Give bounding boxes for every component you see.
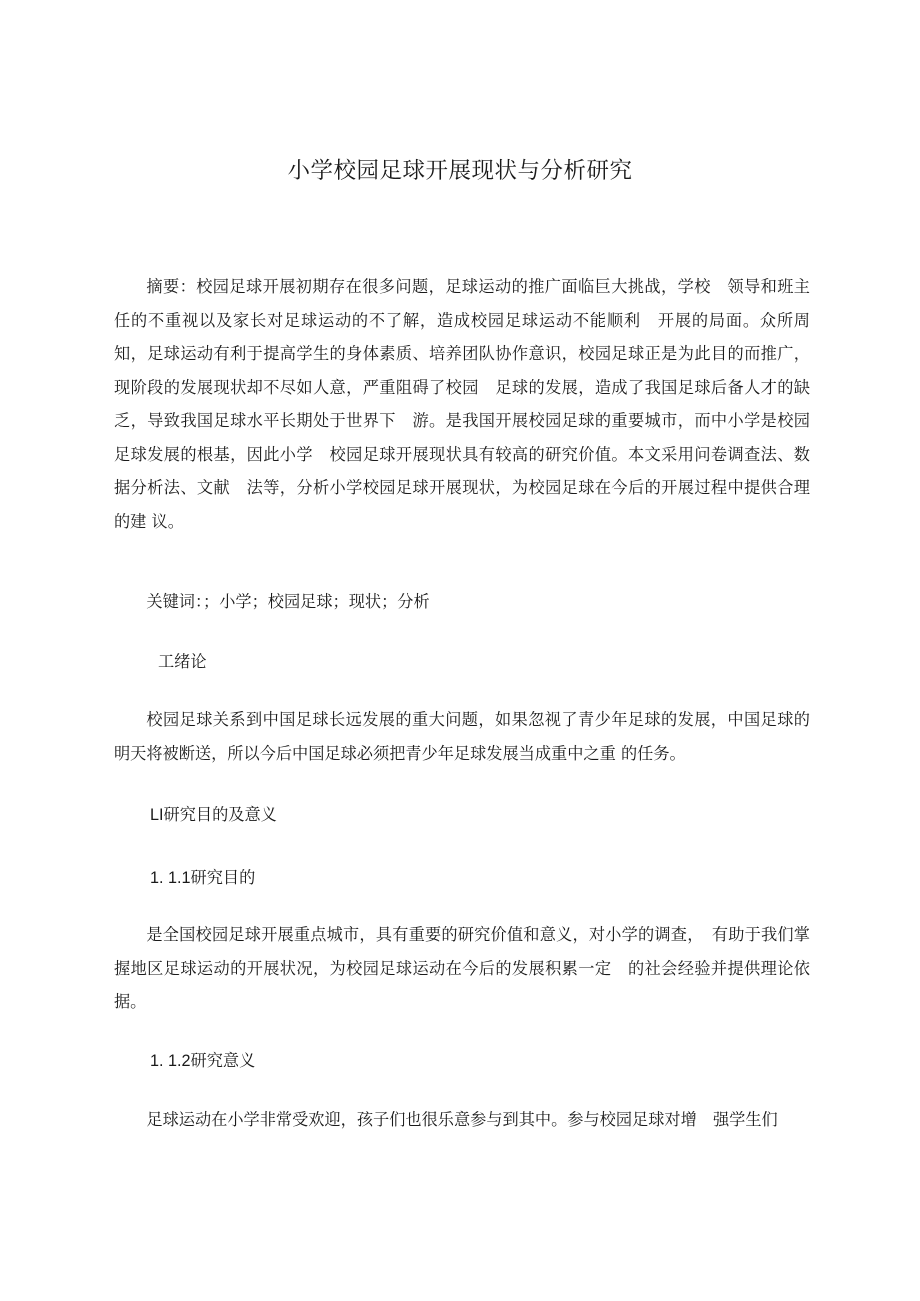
- section-1-1-2-number: 1. 1.2: [150, 1052, 191, 1070]
- section-1-1-1-heading: [150, 866, 255, 890]
- section-1-heading: 工绪论: [158, 652, 207, 671]
- document-title: 小学校园足球开展现状与分析研究: [287, 158, 633, 184]
- section-1-1-2-title: 研究意义: [190, 1051, 256, 1070]
- section-1-paragraph: 校园足球关系到中国足球长远发展的重大问题，如果忽视了青少年足球的发展，中国足球的明天将被断送，所以今后中国足球必须把青少年足球发展当成重中之重 的任务。: [114, 710, 810, 763]
- section-1-1-2-heading: [150, 1049, 255, 1073]
- section-1-1-heading: [150, 803, 277, 827]
- abstract-paragraph: 摘要：校园足球开展初期存在很多问题，足球运动的推广面临巨大挑战，学校 领导和班主任的不重视以及家长对足球运动的不了解，造成校园足球运动不能顺利 开展的局面。众所周知，足球运动有利于提高学生的身体素质、培养团队协作意识，校园足球正是为此目的而推广，现阶段的发展现状却不尽如人意，严重阻碍了校园 足球的发展，造成了我国足球后备人才的缺乏，导致我国足球水平长期处于世界下 游。是我国开展校园足球的重要城市，而中小学是校园足球发展的根基，因此小学 校园足球开展现状具有较高的研究价值。本文采用问卷调查法、数据分析法、文献 法等，分析小学校园足球开展现状，为校园足球在今后的开展过程中提供合理的建 议。: [114, 277, 810, 531]
- section-1-1-title: 研究目的及意义: [163, 805, 277, 824]
- section-1-1-1-paragraph: 是全国校园足球开展重点城市，具有重要的研究价值和意义，对小学的调查， 有助于我们掌握地区足球运动的开展状况，为校园足球运动在今后的发展积累一定 的社会经验并提供理论依据。: [114, 925, 810, 1011]
- section-1-1-number: LI: [150, 806, 164, 824]
- section-1-1-1-number: 1. 1.1: [150, 869, 191, 887]
- section-1-1-2-paragraph: 足球运动在小学非常受欢迎，孩子们也很乐意参与到其中。参与校园足球对增 强学生们: [146, 1110, 778, 1129]
- keywords-line: 关键词：；小学；校园足球；现状；分析: [146, 592, 430, 611]
- section-1-1-1-title: 研究目的: [190, 868, 256, 887]
